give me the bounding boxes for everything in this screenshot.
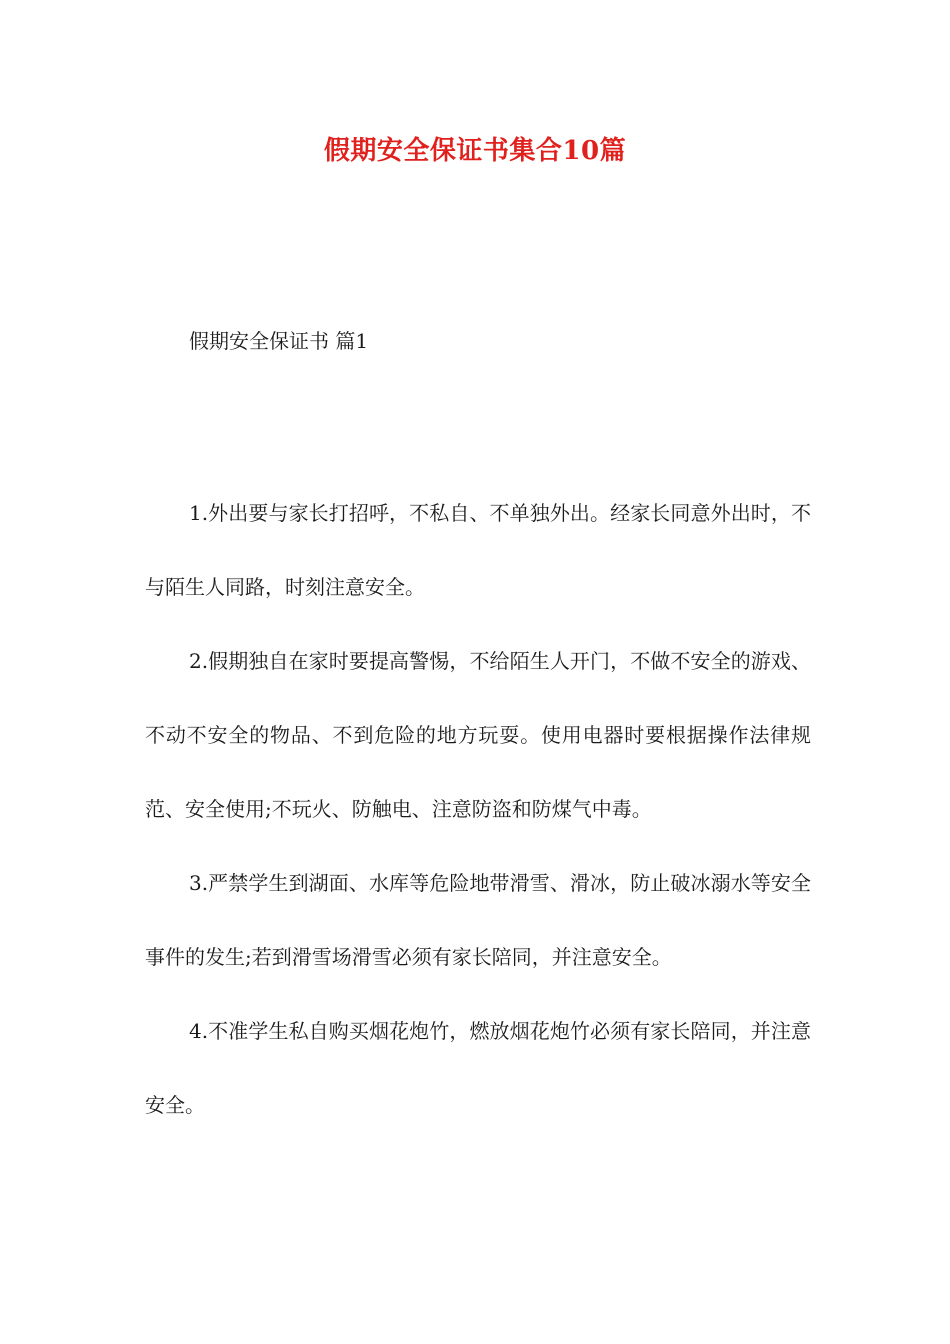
- document-body: [145, 476, 811, 1142]
- section-heading: 假期安全保证书 篇1: [189, 329, 369, 353]
- paragraph-3: 3.严禁学生到湖面、水库等危险地带滑雪、滑冰，防止破冰溺水等安全事件的发生;若到滑雪场滑雪必须有家长陪同，并注意安全。: [145, 871, 811, 969]
- paragraph-2: 2.假期独自在家时要提高警惕，不给陌生人开门，不做不安全的游戏、不动不安全的物品、不到危险的地方玩耍。使用电器时要根据操作法律规范、安全使用;不玩火、防触电、注意防盗和防煤气中毒。: [145, 649, 811, 821]
- paragraph-1: 1.外出要与家长打招呼，不私自、不单独外出。经家长同意外出时，不与陌生人同路，时刻注意安全。: [145, 501, 811, 599]
- document-title: 假期安全保证书集合10篇: [323, 136, 627, 166]
- paragraph-4: 4.不准学生私自购买烟花炮竹，燃放烟花炮竹必须有家长陪同，并注意安全。: [145, 1019, 811, 1117]
